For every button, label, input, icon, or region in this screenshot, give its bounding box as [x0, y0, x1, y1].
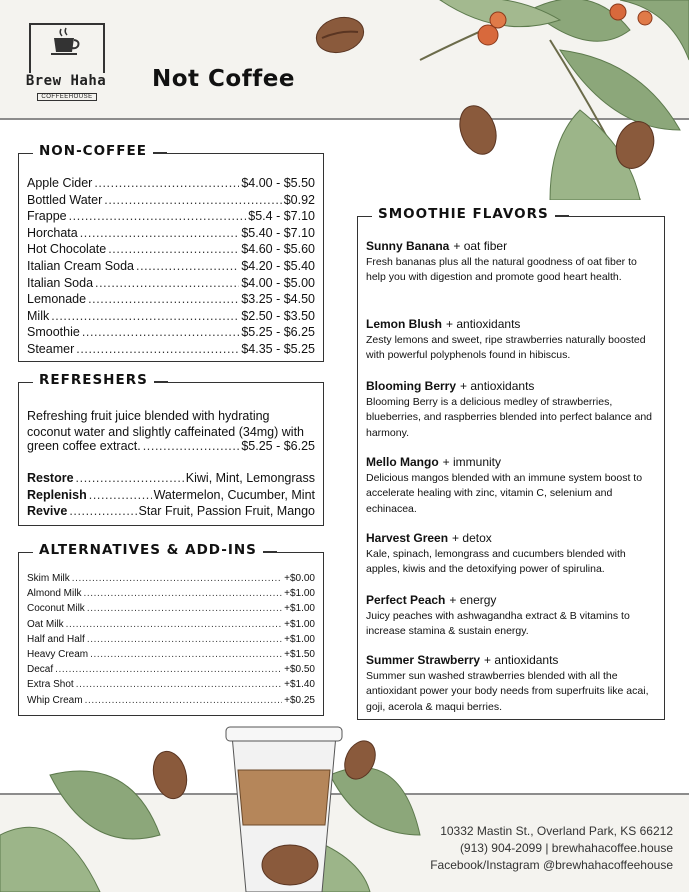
smoothie-flavors-section [357, 206, 665, 720]
smoothie-name: Harvest Green [366, 531, 449, 545]
brew-haha-logo [25, 17, 107, 100]
refresher-row-name: Restore [27, 471, 74, 485]
addin-row-name: Oat Milk [27, 618, 64, 630]
addin-row [27, 695, 315, 706]
refreshers-section [18, 372, 324, 526]
addin-row [27, 588, 315, 599]
menu-item-row [27, 259, 315, 273]
menu-item-row-name: Milk [27, 308, 50, 323]
refresher-row-price: Watermelon, Cucumber, Mint [153, 487, 315, 502]
menu-item-row [27, 309, 315, 323]
logo-brand-text: Brew Haha [25, 73, 107, 89]
menu-item-row-name: Horchata [27, 225, 78, 240]
addin-row-price: +$1.00 [284, 588, 315, 600]
smoothie-name: Blooming Berry [366, 379, 457, 393]
menu-item-row-name: Hot Chocolate [27, 242, 107, 257]
coffee-plant-illustration-top [300, 0, 689, 200]
refreshers-price: $5.25 - $6.25 [241, 439, 315, 453]
smoothie-title [366, 317, 656, 333]
page-title: Not Coffee [152, 66, 295, 92]
addin-row-name: Half and Half [27, 633, 85, 645]
refresher-row-price: Star Fruit, Passion Fruit, Mango [138, 504, 315, 518]
addin-row [27, 634, 315, 645]
menu-item-row-price: $4.60 - $5.60 [241, 242, 315, 257]
menu-item-row [27, 325, 315, 339]
menu-item-row [27, 176, 315, 190]
footer-social: Facebook/Instagram @brewhahacoffeehouse [430, 858, 673, 872]
refresher-row-name: Revive [27, 504, 68, 518]
menu-item-row [27, 276, 315, 290]
smoothie-name: Lemon Blush [366, 317, 443, 331]
smoothie-item [366, 531, 656, 578]
smoothie-title [366, 239, 656, 255]
smoothie-name: Mello Mango [366, 455, 439, 469]
smoothie-description: Zesty lemons and sweet, ripe strawberries naturally boosted with powerful polyphenols found in hibiscus. [366, 333, 646, 361]
addin-row-name: Skim Milk [27, 573, 70, 584]
refreshers-desc-line: coconut water and slightly caffeinated (34mg) with [27, 425, 305, 439]
refreshers-desc-line: Refreshing fruit juice blended with hydrating [27, 409, 270, 423]
menu-item-row [27, 242, 315, 256]
menu-item-row-price: $3.25 - $4.50 [241, 292, 315, 307]
addin-row-price: +$1.00 [284, 603, 315, 615]
smoothie-title [366, 653, 656, 669]
non-coffee-section [18, 143, 324, 362]
coffee-cup-icon [49, 27, 83, 57]
smoothie-description: Kale, spinach, lemongrass and cucumbers blended with apples, kiwis and the detoxifying power of spirulina. [366, 547, 626, 575]
menu-item-row-name: Frappe [27, 209, 67, 224]
menu-item-row-name: Steamer [27, 342, 75, 356]
smoothie-addon: + antioxidants [446, 317, 521, 331]
refreshers-price-row [27, 439, 315, 453]
smoothie-name: Sunny Banana [366, 239, 450, 253]
smoothie-addon: + antioxidants [460, 379, 535, 393]
menu-item-row-name: Bottled Water [27, 192, 103, 207]
menu-item-row-price: $5.40 - $7.10 [241, 225, 315, 240]
addin-row [27, 664, 315, 675]
menu-item-row [27, 226, 315, 240]
menu-item-row-price: $4.20 - $5.40 [241, 259, 315, 273]
non-coffee-heading: NON-COFFEE [33, 143, 153, 159]
menu-item-row [27, 209, 315, 223]
addin-row-price: +$0.25 [284, 694, 315, 706]
logo-subtitle: COFFEEHOUSE [37, 93, 97, 101]
addin-row [27, 619, 315, 630]
menu-item-row-name: Apple Cider [27, 176, 93, 190]
smoothie-item [366, 455, 656, 517]
refresher-row [27, 471, 315, 485]
menu-item-row-name: Smoothie [27, 325, 80, 340]
refreshers-desc-line: green coffee extract. [27, 439, 141, 453]
smoothie-addon: + detox [452, 531, 492, 545]
addin-row-price: +$0.50 [284, 664, 315, 676]
addin-row [27, 573, 315, 584]
menu-item-row [27, 292, 315, 306]
addin-row-price: +$1.00 [284, 633, 315, 645]
menu-item-row [27, 193, 315, 207]
refresher-row-price: Kiwi, Mint, Lemongrass [185, 471, 315, 485]
smoothie-flavors-heading: SMOOTHIE FLAVORS [372, 206, 555, 222]
menu-item-row-name: Italian Cream Soda [27, 259, 135, 273]
refresher-row-name: Replenish [27, 487, 87, 502]
menu-item-row-price: $4.35 - $5.25 [241, 342, 315, 356]
addin-row-name: Decaf [27, 664, 54, 676]
addin-row-price: +$1.00 [284, 618, 315, 630]
menu-item-row-name: Lemonade [27, 292, 87, 307]
addin-row-price: +$1.40 [284, 679, 315, 691]
menu-item-row-price: $5.4 - $7.10 [248, 209, 315, 224]
addin-row [27, 649, 315, 660]
addin-row-name: Coconut Milk [27, 603, 85, 615]
alternatives-section [18, 542, 324, 716]
addin-row-name: Almond Milk [27, 588, 82, 600]
refresher-row [27, 504, 315, 518]
menu-item-row-name: Italian Soda [27, 275, 94, 290]
addin-row [27, 679, 315, 690]
menu-item-row-price: $4.00 - $5.00 [241, 275, 315, 290]
smoothie-description: Summer sun washed strawberries blended with all the antioxidant power your body needs from superfruits like acai, goji, acerola & maqui berries. [366, 669, 649, 713]
addin-row-price: +$1.50 [284, 649, 315, 660]
smoothie-description: Juicy peaches with ashwagandha extract & B vitamins to increase stamina & sustain energy. [366, 609, 630, 637]
menu-item-row-price: $0.92 [283, 192, 315, 207]
smoothie-description: Delicious mangos blended with an immune system boost to accelerate healing with zinc, vitamin C, selenium and echinacea. [366, 471, 643, 515]
smoothie-item [366, 239, 656, 286]
smoothie-addon: + immunity [442, 455, 502, 469]
smoothie-item [366, 317, 656, 364]
footer-contact: (913) 904-2099 | brewhahacoffee.house [459, 841, 673, 855]
refreshers-heading: REFRESHERS [33, 372, 154, 388]
smoothie-description: Fresh bananas plus all the natural goodness of oat fiber to help you with digestion and promote good heart health. [366, 255, 637, 283]
smoothie-item [366, 653, 656, 715]
alternatives-heading: ALTERNATIVES & ADD-INS [33, 542, 263, 558]
footer-address: 10332 Mastin St., Overland Park, KS 66212 [440, 824, 673, 838]
menu-item-row [27, 342, 315, 356]
smoothie-addon: + antioxidants [484, 653, 559, 667]
smoothie-title [366, 455, 656, 471]
menu-item-row-price: $2.50 - $3.50 [241, 308, 315, 323]
smoothie-addon: + energy [449, 593, 497, 607]
coffee-cup-illustration-bottom [0, 715, 440, 892]
menu-item-row-price: $5.25 - $6.25 [241, 325, 315, 340]
smoothie-addon: + oat fiber [453, 239, 508, 253]
addin-row-price: +$0.00 [284, 573, 315, 584]
smoothie-name: Perfect Peach [366, 593, 446, 607]
smoothie-title [366, 593, 656, 609]
smoothie-item [366, 379, 656, 441]
smoothie-description: Blooming Berry is a delicious medley of strawberries, blueberries, and raspberries blended into perfect balance and harmony. [366, 395, 653, 439]
refreshers-description [27, 408, 322, 440]
addin-row [27, 603, 315, 614]
addin-row-name: Whip Cream [27, 694, 83, 706]
refresher-row [27, 488, 315, 502]
smoothie-title [366, 379, 656, 395]
menu-item-row-price: $4.00 - $5.50 [241, 176, 315, 190]
smoothie-name: Summer Strawberry [366, 653, 481, 667]
addin-row-name: Heavy Cream [27, 649, 89, 660]
smoothie-item [366, 593, 656, 640]
smoothie-title [366, 531, 656, 547]
addin-row-name: Extra Shot [27, 679, 74, 691]
